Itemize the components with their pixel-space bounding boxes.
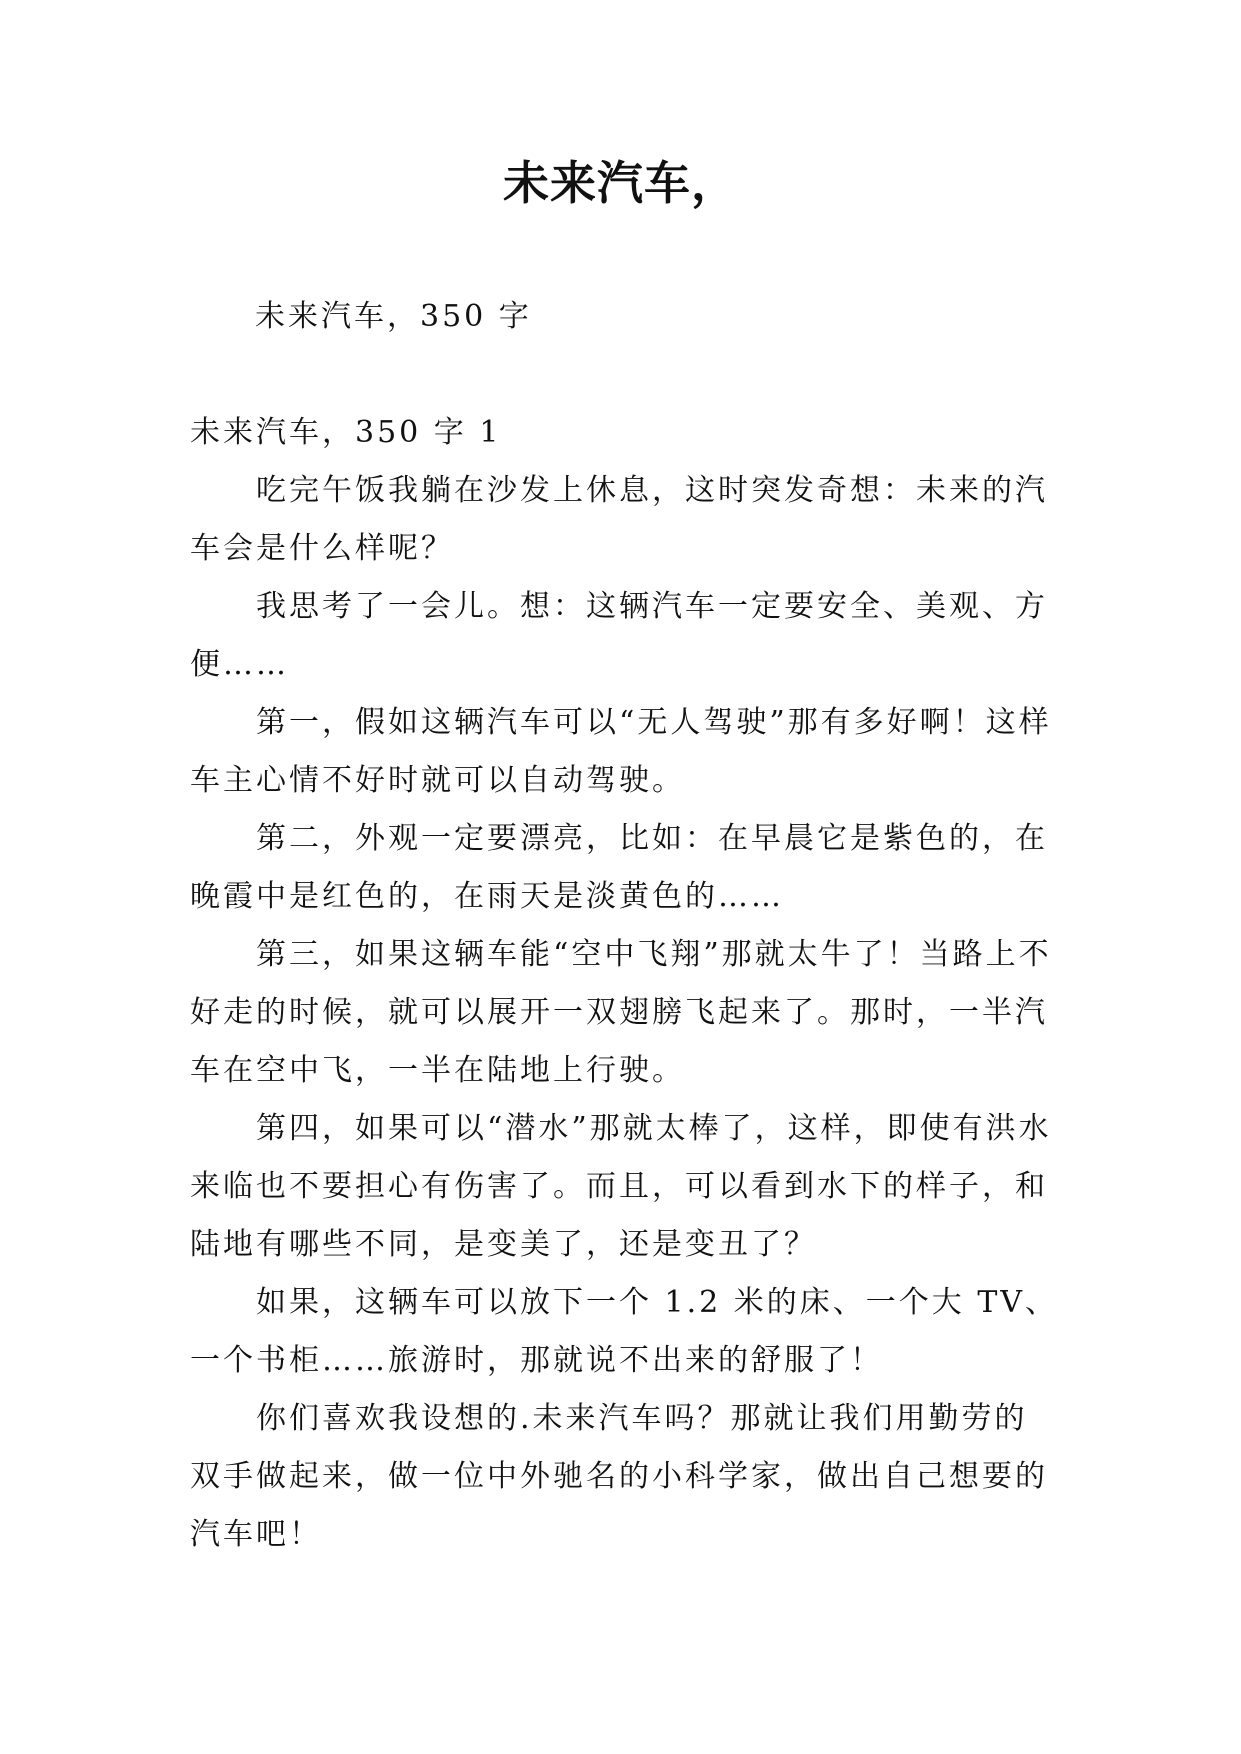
document-subtitle: 未来汽车，350 字	[255, 299, 532, 334]
paragraph: 第四，如果可以“潜水”那就太棒了，这样，即使有洪水来临也不要担心有伤害了。而且，可以看到水下的样子，和陆地有哪些不同，是变美了，还是变丑了？	[190, 1111, 1052, 1262]
section-heading: 未来汽车，350 字 1	[190, 415, 502, 450]
paragraph: 第三，如果这辆车能“空中飞翔”那就太牛了！当路上不好走的时候，就可以展开一双翅膀飞起来了。那时，一半汽车在空中飞，一半在陆地上行驶。	[190, 937, 1052, 1088]
paragraph: 如果，这辆车可以放下一个 1.2 米的床、一个大 TV、一个书柜……旅游时，那就说不出来的舒服了！	[190, 1285, 1058, 1378]
paragraph: 第二，外观一定要漂亮，比如：在早晨它是紫色的，在晚霞中是红色的，在雨天是淡黄色的……	[190, 821, 1048, 914]
paragraph: 第一，假如这辆汽车可以“无人驾驶”那有多好啊！这样车主心情不好时就可以自动驾驶。	[190, 705, 1052, 798]
paragraph: 吃完午饭我躺在沙发上休息，这时突发奇想：未来的汽车会是什么样呢？	[190, 473, 1048, 566]
document-body	[190, 404, 1060, 1564]
paragraph: 你们喜欢我设想的.未来汽车吗？那就让我们用勤劳的双手做起来，做一位中外驰名的小科学家，做出自己想要的汽车吧！	[190, 1401, 1048, 1552]
page-title: 未来汽车，	[503, 156, 738, 210]
paragraph: 我思考了一会儿。想：这辆汽车一定要安全、美观、方便……	[190, 589, 1048, 682]
